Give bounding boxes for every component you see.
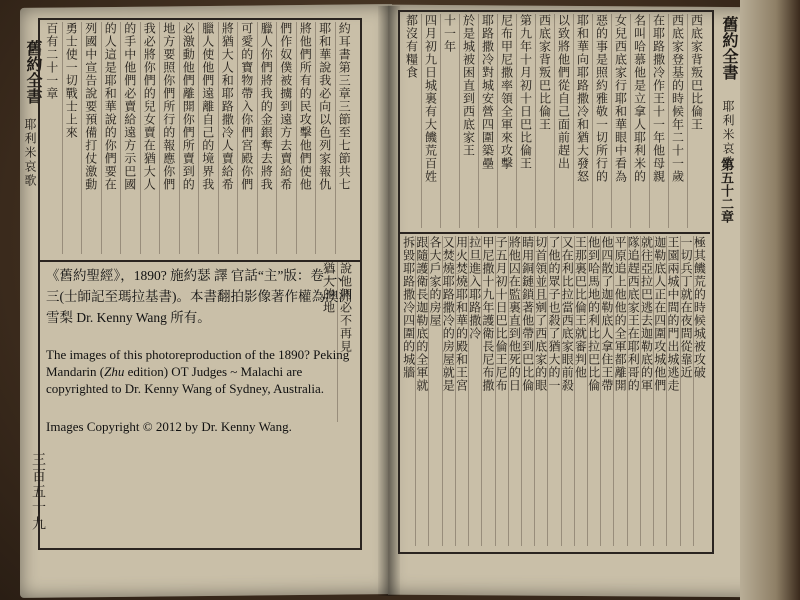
column-rule xyxy=(62,22,63,254)
text-column: 一切兵丁就在夜間從靠近 xyxy=(679,236,694,379)
column-rule xyxy=(574,236,575,546)
left-section-label: 耶利米哀歌 xyxy=(23,118,37,188)
text-column: 以致將他們從自己面前趕出 xyxy=(556,14,571,170)
notice-english xyxy=(46,346,356,397)
text-column: 將猶大人和耶路撒冷人賣給希 xyxy=(220,22,235,191)
column-rule xyxy=(335,22,336,254)
text-column: 女兒西底家行耶和華眼中看為 xyxy=(613,14,628,183)
text-column: 將他囚在監裏直到他死的日 xyxy=(507,236,522,392)
text-column: 他四散了迦勒底人拿住王帶 xyxy=(599,236,614,392)
text-column: 於是城被困直到西底家王 xyxy=(461,14,476,157)
text-column: 臘人你們將我的金銀奪去將我 xyxy=(259,22,274,191)
text-column: 拉旦進入耶路撒冷 xyxy=(467,236,482,340)
text-column: 地方要照你們所行的報應你們 xyxy=(161,22,176,191)
text-column: 又在利比拉當西底家眼前殺 xyxy=(560,236,575,392)
column-rule xyxy=(481,236,482,546)
column-rule xyxy=(554,14,555,228)
column-rule xyxy=(495,236,496,546)
column-rule xyxy=(693,236,694,546)
text-column: 王園兩城中間的門出城逃走 xyxy=(665,236,680,392)
text-column: 說他們必不再見 xyxy=(338,262,353,353)
column-rule xyxy=(276,22,277,254)
column-rule xyxy=(547,236,548,546)
text-column: 迦勒底人正在四圍攻城他們 xyxy=(652,236,667,392)
text-column: 子五月初十日巴比倫王尼布 xyxy=(494,236,509,392)
text-column: 就往亞拉巴逃去迦勒底的軍 xyxy=(639,236,654,392)
column-rule xyxy=(497,14,498,228)
right-block-divider xyxy=(398,232,710,234)
page-edge-stack xyxy=(740,0,800,600)
column-rule xyxy=(198,22,199,254)
column-rule xyxy=(600,236,601,546)
text-column: 的手中他們必賣給遠方示巴國 xyxy=(122,22,137,191)
column-rule xyxy=(613,236,614,546)
text-column: 必激動他們離開你們所賣到的 xyxy=(181,22,196,191)
column-rule xyxy=(611,14,612,228)
text-column: 十一年 xyxy=(442,14,457,53)
column-rule xyxy=(478,14,479,228)
text-column: 猶大的地 xyxy=(321,262,336,314)
text-column: 甲尼撒十九年護衛長尼布撒 xyxy=(480,236,495,392)
notice-copyright-line: Images Copyright © 2012 by Dr. Kenny Wang. xyxy=(46,419,292,434)
text-column: 都沒有糧食 xyxy=(404,14,419,79)
text-column: 勇士使一切戰士上來 xyxy=(64,22,79,139)
column-rule xyxy=(455,236,456,546)
column-rule xyxy=(257,22,258,254)
text-column: 我必將你們的兒女賣在猶大人 xyxy=(142,22,157,191)
column-rule xyxy=(468,236,469,546)
text-column: 切首領並且剜了西底家的眼 xyxy=(533,236,548,392)
column-rule xyxy=(666,236,667,546)
column-rule xyxy=(459,14,460,228)
left-running-title: 舊約全書 xyxy=(24,40,43,104)
chapter-heading: 第五十二章 xyxy=(718,158,733,223)
column-rule xyxy=(237,22,238,254)
text-column: 臘人使他們遠離自己的境界我 xyxy=(200,22,215,191)
text-column: 了他的眾子也殺了猶大的一 xyxy=(547,236,561,392)
text-column: 西底家背叛巴比倫王 xyxy=(537,14,552,131)
column-rule xyxy=(535,14,536,228)
column-rule xyxy=(534,236,535,546)
text-column: 惡的事是照約雅敬一切所行的 xyxy=(594,14,609,183)
text-column: 西底家背叛巴比倫王 xyxy=(689,14,704,131)
copyright-notice xyxy=(46,265,356,435)
text-column: 約耳書第三章三節至七節共七 xyxy=(337,22,352,191)
column-rule xyxy=(668,14,669,228)
column-rule xyxy=(516,14,517,228)
column-rule xyxy=(442,236,443,546)
column-rule xyxy=(630,14,631,228)
column-rule xyxy=(415,236,416,546)
text-column: 列國中宣告說要預備打仗激動 xyxy=(83,22,98,191)
notice-english-emphasis: Zhu xyxy=(104,364,125,379)
column-rule xyxy=(440,14,441,228)
column-rule xyxy=(573,14,574,228)
text-column: 用火焚燒耶和華的殿和王宮 xyxy=(454,236,469,392)
text-column: 睛用銅鏈鎖著他帶到巴比倫 xyxy=(520,236,535,392)
column-rule xyxy=(649,14,650,228)
column-rule xyxy=(640,236,641,546)
column-rule xyxy=(179,22,180,254)
text-column: 西底家登基的時候年二十一歲 xyxy=(670,14,685,183)
notice-chinese: 《舊約聖經》，1890? 施約瑟 譯 官話“主”版：卷二、三(士師記至瑪拉基書)。本書翻拍影像著作權為澳洲雪梨 Dr. Kenny Wang 所有。 xyxy=(46,268,352,325)
column-rule xyxy=(218,22,219,254)
text-column: 又焚燒耶路撒冷的房屋就是 xyxy=(441,236,456,392)
text-column: 王那裏巴比倫王就審判他 xyxy=(573,236,588,379)
text-column: 將他們所有的民攻擊他們使他 xyxy=(298,22,313,191)
notice-english-part2: edition) OT Judges ~ Malachi are copyrighted to Dr. Kenny Wang of Sydney, Australia. xyxy=(46,364,325,396)
right-running-title: 舊約全書 xyxy=(720,16,739,80)
column-rule xyxy=(653,236,654,546)
text-column: 極其饑荒的時候城被攻破 xyxy=(692,236,707,379)
column-rule xyxy=(627,236,628,546)
column-rule xyxy=(687,14,688,228)
text-column: 隊追趕西底家王在耶利哥的 xyxy=(626,236,641,392)
column-rule xyxy=(561,236,562,546)
text-column: 四月初九日城裏有大饑荒百姓 xyxy=(423,14,438,183)
column-rule xyxy=(428,236,429,546)
notice-english-part1: The images of this photoreproduction of the 1890? Peking Mandarin ( xyxy=(46,347,350,379)
right-section-label: 耶利米哀歌 xyxy=(721,100,735,170)
text-column: 各大戶家的房屋 xyxy=(428,236,443,327)
column-rule xyxy=(680,236,681,546)
column-rule xyxy=(120,22,121,254)
column-rule xyxy=(101,22,102,254)
column-rule xyxy=(315,22,316,254)
page-number: 三百五十九 xyxy=(30,452,46,532)
column-rule xyxy=(159,22,160,254)
text-column: 可愛的寶物帶入你們宮殿你們 xyxy=(239,22,254,191)
column-rule xyxy=(521,236,522,546)
text-column: 跟隨護衛長迦勒底的全軍就 xyxy=(414,236,429,392)
text-column: 第九年十月初十日巴比倫王 xyxy=(518,14,533,170)
column-rule xyxy=(421,14,422,228)
text-column: 們作奴僕被擄到遠方去賣給希 xyxy=(278,22,293,191)
text-column: 在耶路撒冷作王十一年他母親 xyxy=(651,14,666,183)
column-rule xyxy=(81,22,82,254)
text-column: 名叫哈慕他是立拿人耶利米的 xyxy=(632,14,647,183)
column-rule xyxy=(587,236,588,546)
column-rule xyxy=(296,22,297,254)
text-column: 尼布甲尼撒率領全軍來攻擊 xyxy=(499,14,514,170)
text-column: 耶和華向耶路撒冷和猶大發怒 xyxy=(575,14,590,183)
text-column: 平原追上他他的全軍都離開 xyxy=(613,236,628,392)
column-rule xyxy=(592,14,593,228)
text-column: 拆毀耶路撒冷四圍的城牆 xyxy=(401,236,416,379)
text-column: 百有二十一章 xyxy=(44,22,59,100)
book-spine xyxy=(378,6,400,596)
text-column: 的人這是耶和華說的你們要在 xyxy=(103,22,118,191)
text-column: 耶和華說我必向以色列家報仇 xyxy=(317,22,332,191)
column-rule xyxy=(140,22,141,254)
column-rule xyxy=(508,236,509,546)
text-column: 耶路撒冷對城安營四圍築壘 xyxy=(480,14,495,170)
text-column: 他到哈馬地的利比拉巴比倫 xyxy=(586,236,601,392)
